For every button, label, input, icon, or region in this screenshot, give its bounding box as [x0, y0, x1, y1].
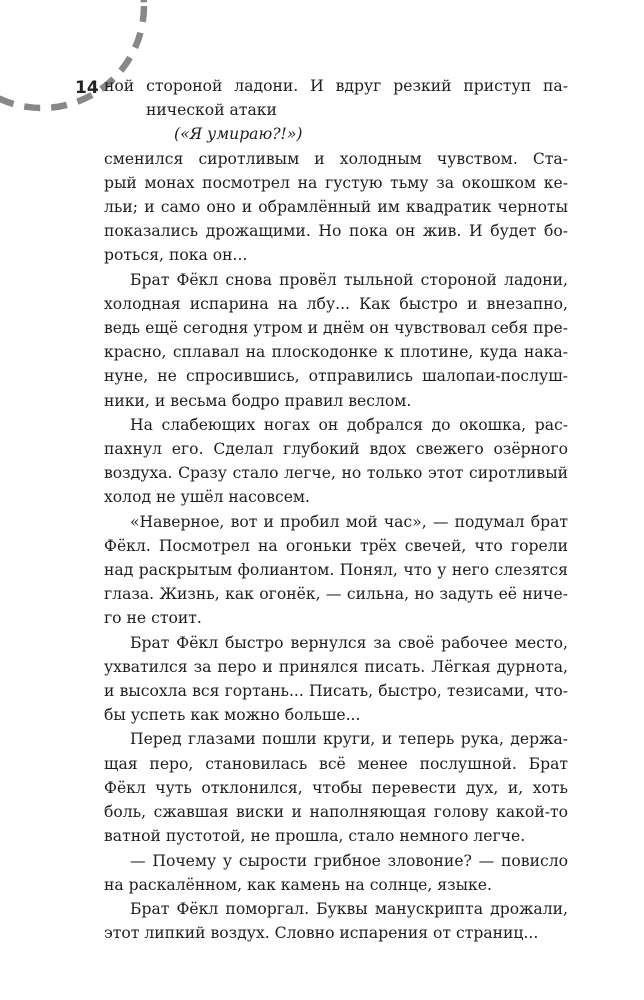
text-line: сменился сиротливым и холодным чувством. Ста- — [104, 149, 568, 168]
text-line: Фёкл чуть отклонился, чтобы перевести дух, и, хоть — [104, 778, 568, 797]
text-line: Брат Фёкл поморгал. Буквы манускрипта дрожали, — [130, 899, 568, 918]
text-line: льи; и само оно и обрамлённый им квадратик черноты — [104, 198, 568, 217]
text-line: боль, сжавшая виски и наполняющая голову какой-то — [104, 803, 568, 822]
text-line: На слабеющих ногах он добрался до окошка, рас- — [130, 415, 568, 434]
text-line: бы успеть как можно больше... — [104, 706, 361, 725]
text-line: и высохла вся гортань... Писать, быстро, тезисами, что- — [104, 682, 568, 701]
text-line: нической атаки — [146, 101, 277, 120]
text-line: щая перо, становилась всё менее послушной. Брат — [104, 754, 568, 773]
paragraph — [104, 849, 568, 897]
body-text — [104, 74, 568, 945]
text-line: роться, пока он... — [104, 246, 248, 265]
text-line: холод не ушёл насовсем. — [104, 488, 311, 507]
text-line: пахнул его. Сделал глубокий вдох свежего озёрного — [104, 440, 568, 459]
text-line: ухватился за перо и принялся писать. Лёгкая дурнота, — [104, 657, 568, 676]
text-line: ной стороной ладони. И вдруг резкий приступ па- — [104, 77, 568, 95]
page-number: 14 — [75, 78, 99, 98]
text-line: рый монах посмотрел на густую тьму за окошком ке- — [104, 173, 568, 192]
text-line: («Я умираю?!») — [174, 125, 303, 144]
text-line: глаза. Жизнь, как огонёк, — сильна, но задуть её ниче- — [104, 585, 568, 604]
paragraph — [104, 897, 568, 945]
text-line: показались дрожащими. Но пока он жив. И будет бо- — [104, 222, 568, 241]
text-line: ники, и весьма бодро правил веслом. — [104, 391, 412, 410]
text-line: этот липкий воздух. Словно испарения от страниц... — [104, 924, 539, 943]
text-line: — Почему у сырости грибное зловоние? — повисло — [130, 851, 568, 870]
text-line: Фёкл. Посмотрел на огоньки трёх свечей, что горели — [104, 536, 568, 555]
paragraph — [104, 510, 568, 631]
text-line: красно, сплавал на плоскодонке к плотине, куда нака- — [104, 343, 568, 362]
paragraph — [104, 631, 568, 728]
text-line: на раскалённом, как камень на солнце, языке. — [104, 875, 492, 894]
text-line: го не стоит. — [104, 609, 202, 628]
text-line: Брат Фёкл быстро вернулся за своё рабочее место, — [130, 633, 568, 652]
text-line: нуне, не спросившись, отправились шалопаи-послуш- — [104, 367, 568, 386]
text-line: «Наверное, вот и пробил мой час», — подумал брат — [130, 512, 568, 531]
paragraph — [104, 268, 568, 413]
text-line: Перед глазами пошли круги, и теперь рука, держа- — [130, 730, 568, 749]
text-line: над раскрытым фолиантом. Понял, что у него слезятся — [104, 561, 568, 580]
paragraph — [104, 413, 568, 510]
text-line: ведь ещё сегодня утром и днём он чувствовал себя пре- — [104, 319, 568, 338]
text-line: ватной пустотой, не прошла, стало немного легче. — [104, 827, 526, 846]
text-line: Брат Фёкл снова провёл тыльной стороной ладони, — [130, 270, 568, 289]
paragraph — [104, 727, 568, 848]
paragraph — [104, 74, 568, 268]
text-line: воздуха. Сразу стало легче, но только этот сиротливый — [104, 464, 568, 483]
text-line: холодная испарина на лбу... Как быстро и внезапно, — [104, 294, 568, 313]
